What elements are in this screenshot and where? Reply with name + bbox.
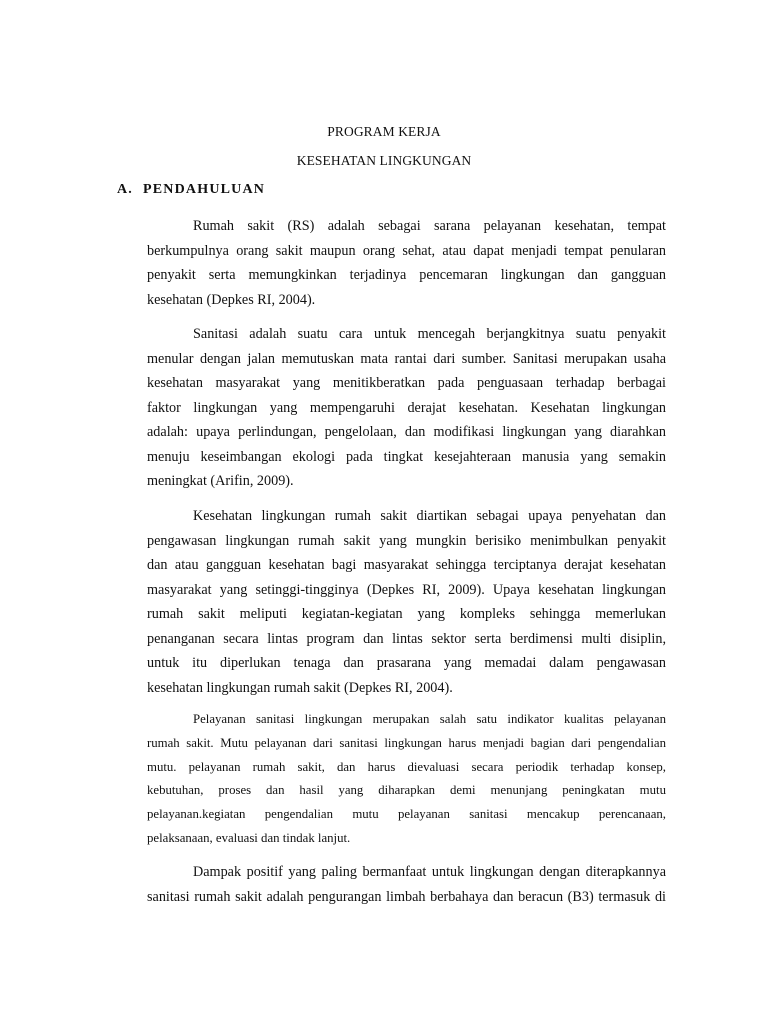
paragraph-3 [147,504,666,700]
paragraph-line: Sanitasi adalah suatu cara untuk mencegah berjangkitnya suatu penyakit [193,326,666,342]
section-heading [117,182,265,198]
paragraph-line: penanganan secara lintas program dan lintas sektor serta berdimensi multi disiplin, [147,630,666,647]
paragraph-line: adalah: upaya perlindungan, pengelolaan, dan modifikasi lingkungan yang diarahkan [147,424,666,440]
section-number: A. [117,182,134,197]
paragraph-line: Rumah sakit (RS) adalah sebagai sarana pelayanan kesehatan, tempat [193,218,666,234]
paragraph-line: pengawasan lingkungan rumah sakit yang mungkin berisiko menimbulkan penyakit [147,532,666,549]
paragraph-line: penyakit serta memungkinkan terjadinya pencemaran lingkungan dan gangguan [147,267,666,283]
paragraph-5 [147,860,666,909]
paragraph-line: masyarakat yang setinggi-tingginya (Depkes RI, 2009). Upaya kesehatan lingkungan [147,581,666,598]
paragraph-4 [147,708,666,851]
paragraph-line: kesehatan masyarakat yang menitikberatkan pada penguasaan terhadap berbagai [147,375,666,391]
paragraph-line: Pelayanan sanitasi lingkungan merupakan salah satu indikator kualitas pelayanan [193,712,666,726]
document-subtitle: KESEHATAN LINGKUNGAN [296,153,472,168]
paragraph-line: Dampak positif yang paling bermanfaat untuk lingkungan dengan diterapkannya [193,864,666,880]
paragraph-line: kesehatan (Depkes RI, 2004). [147,291,316,308]
paragraph-line: Kesehatan lingkungan rumah sakit diartikan sebagai upaya penyehatan dan [193,508,666,524]
paragraph-line: menular dengan jalan memutuskan mata rantai dari sumber. Sanitasi merupakan usaha [147,350,666,367]
section-title: PENDAHULUAN [143,182,266,197]
paragraph-line: kebutuhan, proses dan hasil yang diharapkan demi menunjang peningkatan mutu [147,783,666,798]
paragraph-line: menuju keseimbangan ekologi pada tingkat kesejahteraan manusia yang semakin [147,448,666,465]
paragraph-line: mutu. pelayanan rumah sakit, dan harus dievaluasi secara periodik terhadap konsep, [147,759,666,774]
paragraph-line: faktor lingkungan yang mempengaruhi derajat kesehatan. Kesehatan lingkungan [147,399,666,416]
paragraph-line: meningkat (Arifin, 2009). [147,473,294,489]
paragraph-line: rumah sakit meliputi kegiatan-kegiatan yang kompleks sehingga memerlukan [147,606,666,622]
document-title: PROGRAM KERJA [327,124,441,139]
paragraph-1 [147,214,666,312]
paragraph-line: berkumpulnya orang sakit maupun orang sehat, atau dapat menjadi tempat penularan [147,242,666,259]
paragraph-line: dan atau gangguan kesehatan bagi masyarakat sehingga terciptanya derajat kesehatan [147,557,666,573]
paragraph-line: pelaksanaan, evaluasi dan tindak lanjut. [147,830,351,845]
paragraph-2 [147,322,666,494]
paragraph-line: rumah sakit. Mutu pelayanan dari sanitasi lingkungan harus menjadi bagian dari pengendalian [147,735,666,750]
paragraph-line: pelayanan.kegiatan pengendalian mutu pelayanan sanitasi mencakup perencanaan, [147,807,666,822]
paragraph-line: untuk itu diperlukan tenaga dan prasarana yang memadai dalam pengawasan [147,655,666,671]
paragraph-line: sanitasi rumah sakit adalah pengurangan limbah berbahaya dan beracun (B3) termasuk di [147,888,666,905]
paragraph-line: kesehatan lingkungan rumah sakit (Depkes RI, 2004). [147,679,453,696]
